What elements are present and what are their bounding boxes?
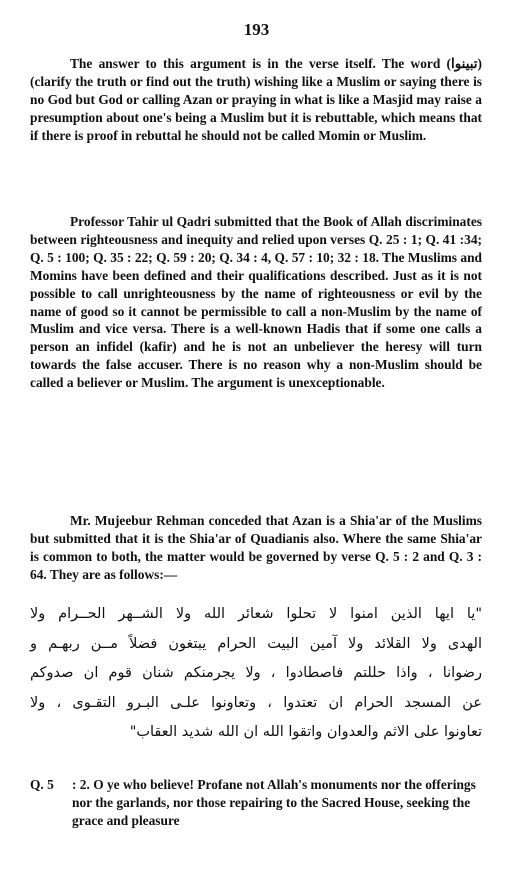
paragraph-text: The answer to this argument is in the verse itself. The word (تبينوا) (clarify the truth or find out the truth) wishing like a Muslim or saying there is no God but God or calling Azan or praying in what is like a Masjid may raise a presumption about one's being a Muslim but it is rebuttable, which means that if there is proof in rebuttal he should not be called Momin or Muslim.	[30, 56, 482, 143]
paragraph-text: Professor Tahir ul Qadri submitted that the Book of Allah discriminates between righteousness and inequity and relied upon verses Q. 25 : 1; Q. 41 :34; Q. 5 : 100; Q. 35 : 22; Q. 59 : 20; Q. 34 : 4, Q. 57 : 10; 32 : 18. The Muslims and Momins have been defined and their qualifications described. Just as it is not possible to call unrighteousness by the name of righteousness or evil by the name of good so it cannot be permissible to call a non-Muslim by the name of Muslim and vice versa. There is a well-known Hadis that if some one calls a person an infidel (kafir) and he is not an unbeliever the heresy will turn towards the false accuser. There is no reason why a non-Muslim should be called a believer or Muslim. The argument is unexceptionable.	[30, 214, 482, 391]
arabic-verse-line: رضوانا ، واذا حللتم فاصطادوا ، ولا يجرمنكم شنان قوم ان صدوكم	[30, 665, 482, 681]
verse-translation	[30, 776, 482, 830]
paragraph-azan-argument	[30, 55, 482, 145]
paragraph-text: Mr. Mujeebur Rehman conceded that Azan is a Shia'ar of the Muslims but submitted that it is the Shia'ar of Quadianis also. Where the same Shia'ar is common to both, the matter would be governed by verse Q. 5 : 2 and Q. 3 : 64. They are as follows:—	[30, 513, 482, 582]
page-number: 193	[243, 20, 270, 39]
arabic-verse-line: "يا ايها الذين امنوا لا تحلوا شعائر الله ولا الشــهر الحــرام ولا	[30, 606, 482, 622]
arabic-verse-line: عن المسجد الحرام ان تعتدوا ، وتعاونوا علـى البـرو التقـوى ، ولا	[30, 694, 482, 711]
paragraph-qadri-submission	[30, 213, 482, 392]
arabic-verse-line: الهدى ولا القلائد ولا آمين البيت الحرام يبتغون فضلاً مــن ربهـم و	[30, 635, 482, 652]
verse-translation-text: : 2. O ye who believe! Profane not Allah's monuments nor the offerings nor the garlands, nor those repairing to the Sacred House, seeking the grace and pleasure	[72, 777, 476, 828]
arabic-verse-quote	[30, 600, 482, 748]
paragraph-rehman-submission	[30, 512, 482, 584]
verse-reference: Q. 5	[30, 777, 54, 792]
arabic-verse-line: تعاونوا على الاثم والعدوان واتقوا الله ان الله شديد العقاب"	[129, 724, 482, 740]
